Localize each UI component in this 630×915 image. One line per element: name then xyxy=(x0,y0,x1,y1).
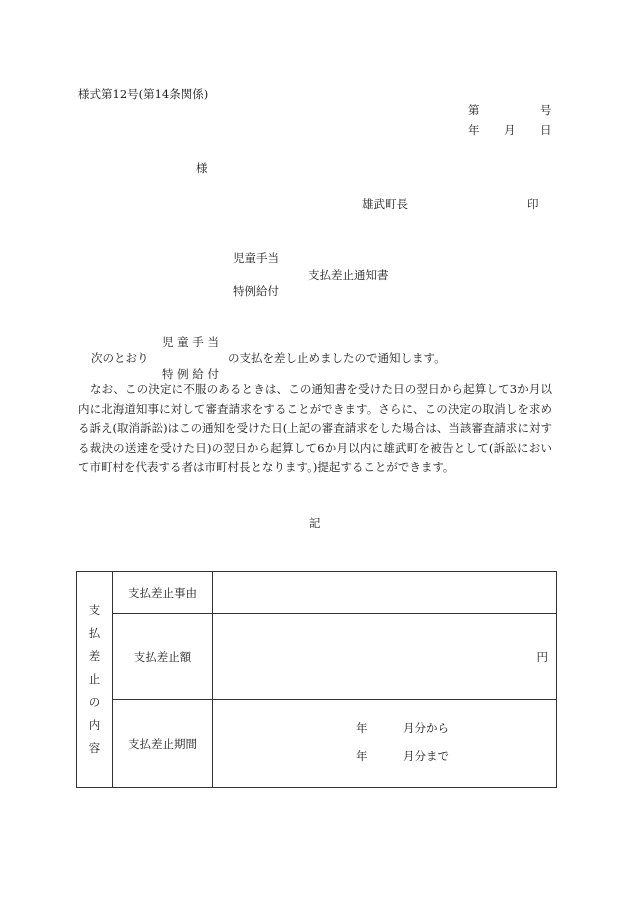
period-to-line xyxy=(213,748,556,765)
side-label-cell xyxy=(77,572,113,788)
side-label-char: 払 xyxy=(88,626,101,640)
date-month: 月 xyxy=(504,123,516,137)
form-number-label: 様式第12号(第14条関係) xyxy=(78,87,209,101)
side-label-char: 差 xyxy=(88,649,101,663)
date-year: 年 xyxy=(468,123,480,137)
title-option-special-benefit: 特例給付 xyxy=(233,284,279,298)
period-value-field[interactable] xyxy=(213,700,557,788)
period-to-month: 月分まで xyxy=(403,748,449,763)
issuer-name: 雄武町長 xyxy=(362,197,408,211)
amount-label: 支払差止額 xyxy=(113,614,213,700)
suspension-details-table xyxy=(76,571,557,788)
amount-unit: 円 xyxy=(536,649,548,664)
document-number-prefix: 第 xyxy=(468,103,480,117)
side-label-char: の xyxy=(88,695,101,709)
reason-label: 支払差止事由 xyxy=(113,572,213,614)
period-to-year: 年 xyxy=(356,748,368,763)
period-from-month: 月分から xyxy=(403,720,449,735)
ki-heading: 記 xyxy=(309,516,321,530)
period-from-line xyxy=(213,720,556,737)
side-label-char: 内 xyxy=(88,718,101,732)
period-from-year: 年 xyxy=(356,720,368,735)
date-day: 日 xyxy=(540,123,552,137)
amount-value-field[interactable] xyxy=(213,614,557,700)
body-option-child-allowance: 児 童 手 当 xyxy=(162,335,219,349)
title-option-child-allowance: 児童手当 xyxy=(233,251,279,265)
side-label-char: 支 xyxy=(88,603,101,617)
appeal-notice-paragraph: なお、この決定に不服のあるときは、この通知書を受けた日の翌日から起算して3か月以内に北海道知事に対して審査請求をすることができます。さらに、この決定の取消しを求める訴え(取消訴訟)はこの通知を受けた日(上記の審査請求をした場合は、当該審査請求に対する裁決の送達を受けた日)の翌日から起算して6か月以内に雄武町を被告として(訴訟において市町村を代表する者は市町村長となります。)提起することができます。 xyxy=(78,382,552,474)
body-intro-continuation: の支払を差し止めましたので通知します。 xyxy=(228,351,446,365)
reason-value-field[interactable] xyxy=(213,572,557,614)
period-label: 支払差止期間 xyxy=(113,700,213,788)
body-option-special-benefit: 特 例 給 付 xyxy=(162,367,219,381)
side-label-char: 止 xyxy=(88,672,101,686)
document-number-suffix: 号 xyxy=(540,103,552,117)
side-label-char: 容 xyxy=(88,741,101,755)
seal-mark: 印 xyxy=(527,197,539,211)
addressee-honorific: 様 xyxy=(196,161,208,175)
document-title: 支払差止通知書 xyxy=(308,268,389,282)
side-label-vertical xyxy=(77,572,112,787)
body-intro: 次のとおり xyxy=(91,351,149,365)
